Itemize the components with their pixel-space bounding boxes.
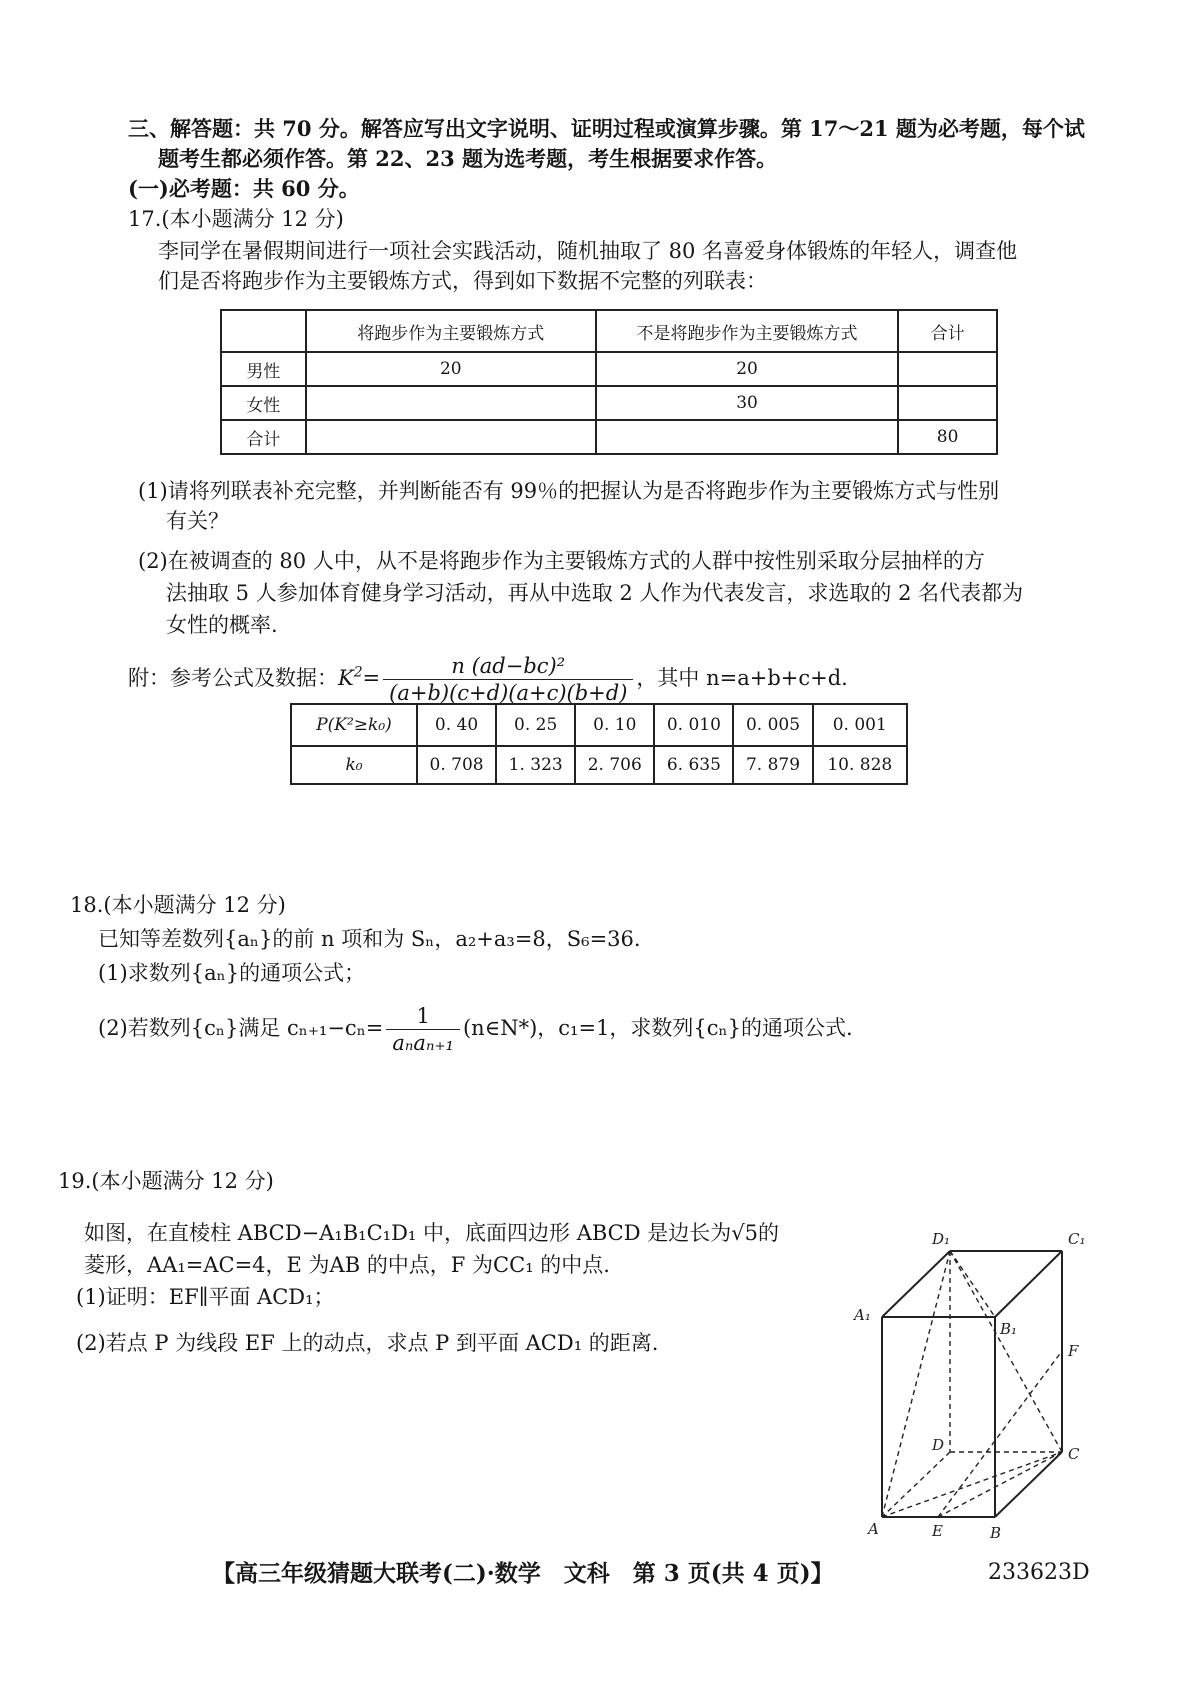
label-D1: D₁ (932, 1230, 951, 1248)
q17-intro-line1: 李同学在暑假期间进行一项社会实践活动，随机抽取了 80 名喜爱身体锻炼的年轻人，调查他 (158, 239, 1018, 263)
label-D: D (932, 1436, 945, 1454)
q17-sub1-line1: (1)请将列联表补充完整，并判断能否有 99％的把握认为是否将跑步作为主要锻炼方式与性别 (138, 479, 1000, 503)
table-row (221, 420, 997, 454)
table-cell (898, 352, 997, 386)
q19-line4: (2)若点 P 为线段 EF 上的动点，求点 P 到平面 ACD₁ 的距离. (76, 1331, 659, 1355)
table-cell: 20 (306, 352, 596, 386)
table-cell: 10. 828 (813, 746, 907, 784)
q17-sub2-line3: 女性的概率. (166, 613, 278, 637)
page-footer: 【高三年级猜题大联考(二)·数学 文科 第 3 页(共 4 页)】 (212, 1560, 834, 1587)
q18-line3-end: (n∈N*)，c₁=1，求数列{cₙ}的通项公式. (462, 1016, 853, 1040)
table-cell: 0. 40 (417, 704, 496, 746)
q18-line3-start: (2)若数列{cₙ}满足 cₙ₊₁−cₙ= (98, 1016, 384, 1040)
table-row-label: 合计 (221, 420, 306, 454)
section-header-line1: 三、解答题：共 70 分。解答应写出文字说明、证明过程或演算步骤。第 17～21 题为必考题，每个试 (128, 116, 1085, 141)
table-row-label: 女性 (221, 386, 306, 420)
label-F: F (1068, 1342, 1079, 1360)
fraction-numerator: 1 (386, 1004, 460, 1030)
table-cell: 80 (898, 420, 997, 454)
q17-sub2-line2: 法抽取 5 人参加体育健身学习活动，再从中选取 2 人作为代表发言，求选取的 2 名代表都为 (166, 581, 1024, 605)
label-C: C (1068, 1445, 1080, 1463)
q18-line2: (1)求数列{aₙ}的通项公式； (98, 961, 366, 985)
table-cell: 0. 010 (654, 704, 733, 746)
table-cell (596, 420, 898, 454)
table-cell: 30 (596, 386, 898, 420)
label-E: E (932, 1522, 943, 1540)
table-row (291, 704, 907, 746)
q17-sub2-line1: (2)在被调查的 80 人中，从不是将跑步作为主要锻炼方式的人群中按性别采取分层抽样的方 (138, 549, 985, 573)
k-squared-fraction (383, 654, 633, 705)
q19-line1: 如图，在直棱柱 ABCD−A₁B₁C₁D₁ 中，底面四边形 ABCD 是边长为√5的 (84, 1221, 779, 1245)
contingency-table (220, 309, 998, 455)
part1-header: (一)必考题：共 60 分。 (128, 176, 360, 201)
fraction-denominator: aₙaₙ₊₁ (392, 1031, 454, 1055)
q19-line3: (1)证明：EF∥平面 ACD₁； (76, 1285, 335, 1309)
reference-formula (128, 648, 848, 708)
fraction-numerator: n (ad−bc)² (383, 654, 633, 680)
table-row (291, 746, 907, 784)
table-cell (306, 420, 596, 454)
table-cell: 1. 323 (496, 746, 575, 784)
table-cell: 2. 706 (575, 746, 654, 784)
table-header-cell: 不是将跑步作为主要锻炼方式 (596, 310, 898, 352)
exam-code: 233623D (988, 1560, 1090, 1585)
q19-line2: 菱形，AA₁=AC=4，E 为AB 的中点，F 为CC₁ 的中点. (84, 1253, 610, 1277)
table-cell: 7. 879 (733, 746, 812, 784)
label-B1: B₁ (1000, 1320, 1018, 1338)
table-cell (221, 310, 306, 352)
table-row (221, 386, 997, 420)
table-cell (306, 386, 596, 420)
q17-heading: 17.(本小题满分 12 分) (128, 207, 344, 231)
table-cell: 0. 005 (733, 704, 812, 746)
table-cell: 0. 001 (813, 704, 907, 746)
table-row-label: 男性 (221, 352, 306, 386)
q18-heading: 18.(本小题满分 12 分) (70, 893, 286, 917)
label-B: B (990, 1524, 1002, 1542)
q17-sub1-line2: 有关？ (166, 509, 229, 533)
table-row-label: P(K²≥k₀) (291, 704, 417, 746)
section-header-line2: 题考生都必须作答。第 22、23 题为选考题，考生根据要求作答。 (158, 146, 778, 171)
table-header-cell: 将跑步作为主要锻炼方式 (306, 310, 596, 352)
fraction-denominator: (a+b)(c+d)(a+c)(b+d) (389, 681, 628, 705)
table-cell (898, 386, 997, 420)
table-header-cell: 合计 (898, 310, 997, 352)
table-cell: 20 (596, 352, 898, 386)
table-cell: 0. 25 (496, 704, 575, 746)
table-row (221, 352, 997, 386)
q19-heading: 19.(本小题满分 12 分) (58, 1169, 274, 1193)
k-squared-symbol: $K^2=$ (338, 664, 381, 690)
label-C1: C₁ (1068, 1230, 1086, 1248)
label-A: A (868, 1520, 879, 1538)
q18-line1: 已知等差数列{aₙ}的前 n 项和为 Sₙ，a₂+a₃=8，S₆=36. (98, 927, 641, 951)
prism-figure (840, 1214, 1100, 1554)
q17-intro-line2: 们是否将跑步作为主要锻炼方式，得到如下数据不完整的列联表： (158, 269, 767, 293)
table-cell: 0. 708 (417, 746, 496, 784)
reference-prefix: 附：参考公式及数据： (128, 666, 338, 690)
q18-fraction (386, 1004, 460, 1055)
table-cell: 0. 10 (575, 704, 654, 746)
critical-value-table (290, 703, 908, 785)
label-A1: A₁ (854, 1306, 871, 1324)
table-row-label: k₀ (291, 746, 417, 784)
table-cell: 6. 635 (654, 746, 733, 784)
q18-line3 (98, 998, 853, 1058)
reference-suffix: ，其中 n=a+b+c+d. (636, 666, 848, 690)
